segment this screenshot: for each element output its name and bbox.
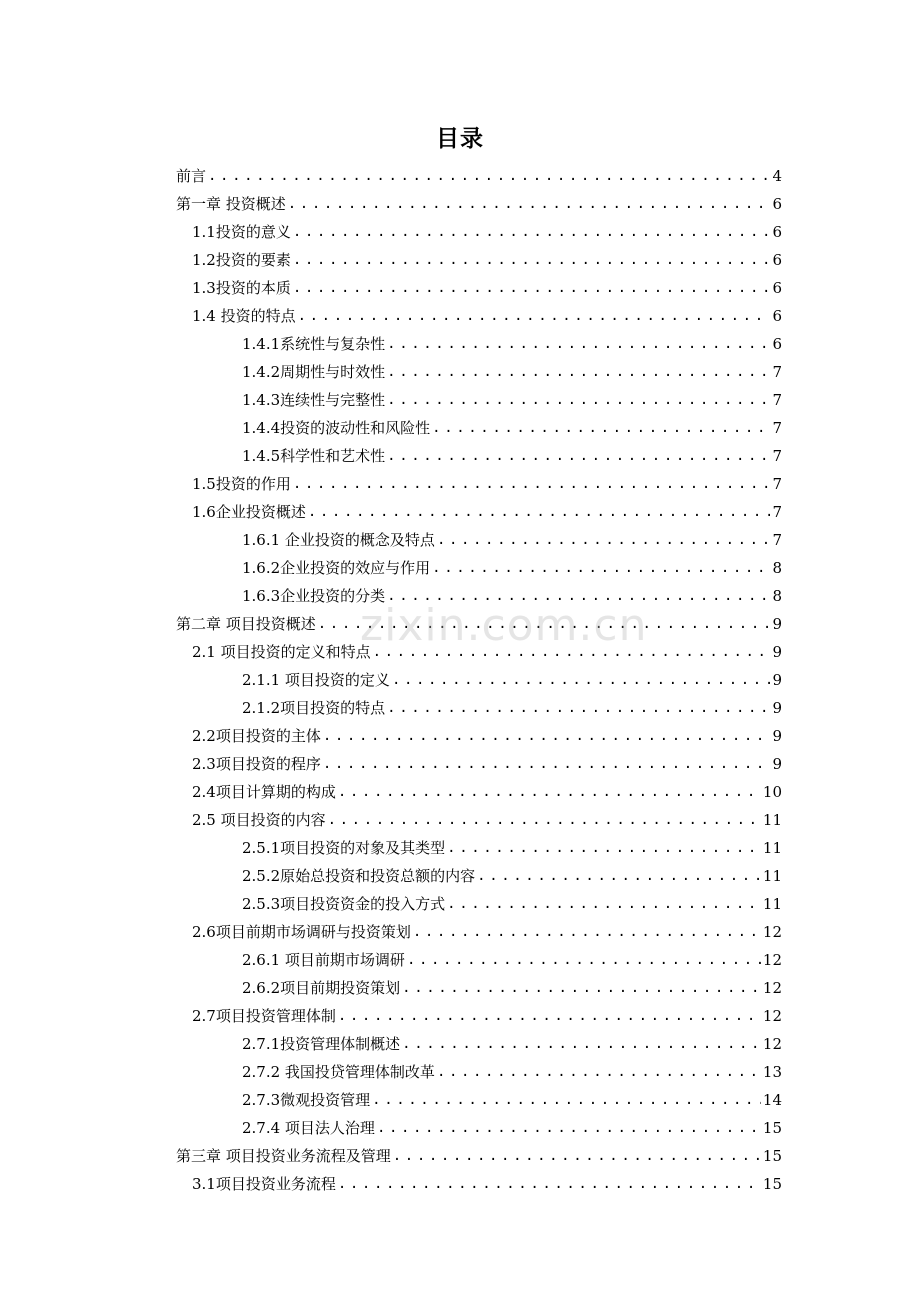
toc-entry-label: 1.5投资的作用 — [192, 475, 291, 493]
toc-entry-page-number: 11 — [762, 811, 782, 829]
toc-entry-label: 1.3投资的本质 — [192, 279, 291, 297]
toc-entry[interactable] — [176, 162, 782, 190]
toc-entry[interactable] — [176, 610, 782, 638]
toc-entry-page-number: 9 — [772, 671, 782, 689]
toc-leader-dots — [323, 750, 771, 778]
toc-entry[interactable] — [176, 890, 782, 918]
toc-entry[interactable] — [176, 582, 782, 610]
toc-entry[interactable] — [176, 1086, 782, 1114]
toc-entry-label: 1.6企业投资概述 — [192, 503, 306, 521]
toc-entry-label: 2.3项目投资的程序 — [192, 755, 321, 773]
toc-leader-dots — [293, 246, 771, 274]
toc-entry-label: 2.7.2 我国投贷管理体制改革 — [242, 1063, 435, 1081]
toc-leader-dots — [402, 974, 761, 1002]
toc-list — [176, 162, 782, 1198]
toc-leader-dots — [328, 806, 761, 834]
toc-leader-dots — [387, 386, 770, 414]
toc-entry-label: 2.5.2原始总投资和投资总额的内容 — [242, 867, 476, 885]
toc-entry[interactable] — [176, 1002, 782, 1030]
toc-entry-label: 2.4项目计算期的构成 — [192, 783, 336, 801]
toc-entry-label: 1.1投资的意义 — [192, 223, 291, 241]
toc-entry-label: 2.5 项目投资的内容 — [192, 811, 326, 829]
toc-entry-label: 前言 — [176, 167, 207, 185]
toc-entry-label: 2.1.2项目投资的特点 — [242, 699, 386, 717]
toc-entry[interactable] — [176, 638, 782, 666]
toc-entry-label: 2.7.3微观投资管理 — [242, 1091, 371, 1109]
toc-entry-page-number: 11 — [762, 895, 782, 913]
toc-leader-dots — [387, 330, 770, 358]
toc-entry-page-number: 7 — [772, 475, 782, 493]
toc-leader-dots — [437, 1058, 761, 1086]
toc-leader-dots — [387, 442, 770, 470]
toc-entry[interactable] — [176, 274, 782, 302]
toc-entry-label: 1.4 投资的特点 — [192, 307, 296, 325]
toc-entry[interactable] — [176, 246, 782, 274]
toc-leader-dots — [323, 722, 771, 750]
toc-entry[interactable] — [176, 302, 782, 330]
toc-entry[interactable] — [176, 190, 782, 218]
toc-entry-label: 2.6项目前期市场调研与投资策划 — [192, 923, 411, 941]
toc-leader-dots — [447, 890, 761, 918]
toc-entry-page-number: 6 — [772, 223, 782, 241]
toc-leader-dots — [393, 1142, 761, 1170]
toc-entry-page-number: 8 — [772, 559, 782, 577]
toc-leader-dots — [437, 526, 771, 554]
toc-entry-label: 1.6.2企业投资的效应与作用 — [242, 559, 431, 577]
toc-entry-page-number: 4 — [772, 167, 782, 185]
toc-entry[interactable] — [176, 470, 782, 498]
toc-entry-page-number: 11 — [762, 867, 782, 885]
toc-leader-dots — [208, 162, 770, 190]
toc-leader-dots — [402, 1030, 761, 1058]
toc-entry-page-number: 9 — [772, 615, 782, 633]
toc-entry-page-number: 6 — [772, 251, 782, 269]
toc-entry[interactable] — [176, 1142, 782, 1170]
toc-entry-label: 2.5.3项目投资资金的投入方式 — [242, 895, 446, 913]
toc-entry-label: 2.6.2项目前期投资策划 — [242, 979, 401, 997]
toc-entry-page-number: 7 — [772, 363, 782, 381]
toc-entry-page-number: 6 — [772, 307, 782, 325]
toc-entry-page-number: 9 — [772, 643, 782, 661]
toc-entry-label: 2.5.1项目投资的对象及其类型 — [242, 839, 446, 857]
toc-entry-label: 3.1项目投资业务流程 — [192, 1175, 336, 1193]
toc-entry-label: 1.6.3企业投资的分类 — [242, 587, 386, 605]
toc-entry[interactable] — [176, 414, 782, 442]
toc-entry[interactable] — [176, 834, 782, 862]
toc-entry-label: 2.7.1投资管理体制概述 — [242, 1035, 401, 1053]
toc-leader-dots — [298, 302, 771, 330]
toc-entry[interactable] — [176, 694, 782, 722]
toc-entry-page-number: 6 — [772, 335, 782, 353]
toc-entry-label: 1.4.2周期性与时效性 — [242, 363, 386, 381]
toc-entry-label: 1.4.5科学性和艺术性 — [242, 447, 386, 465]
toc-entry-label: 2.1.1 项目投资的定义 — [242, 671, 390, 689]
toc-entry-label: 1.4.4投资的波动性和风险性 — [242, 419, 431, 437]
toc-entry-page-number: 12 — [762, 923, 782, 941]
watermark: zixin.com.cn — [360, 600, 648, 651]
toc-entry[interactable] — [176, 1170, 782, 1198]
toc-entry-label: 2.7.4 项目法人治理 — [242, 1119, 375, 1137]
toc-leader-dots — [413, 918, 761, 946]
toc-entry[interactable] — [176, 974, 782, 1002]
toc-entry[interactable] — [176, 218, 782, 246]
toc-entry[interactable] — [176, 442, 782, 470]
toc-entry-page-number: 12 — [762, 979, 782, 997]
toc-leader-dots — [387, 582, 770, 610]
toc-entry[interactable] — [176, 946, 782, 974]
toc-entry-page-number: 7 — [772, 531, 782, 549]
toc-entry[interactable] — [176, 778, 782, 806]
toc-title: 目录 — [436, 126, 484, 152]
toc-entry-page-number: 6 — [772, 279, 782, 297]
toc-entry-page-number: 7 — [772, 503, 782, 521]
toc-leader-dots — [293, 274, 771, 302]
toc-leader-dots — [447, 834, 761, 862]
toc-leader-dots — [338, 1002, 761, 1030]
toc-entry[interactable] — [176, 806, 782, 834]
toc-entry[interactable] — [176, 386, 782, 414]
toc-entry[interactable] — [176, 554, 782, 582]
toc-leader-dots — [387, 694, 770, 722]
toc-entry-page-number: 9 — [772, 727, 782, 745]
toc-entry-label: 1.6.1 企业投资的概念及特点 — [242, 531, 435, 549]
toc-entry[interactable] — [176, 918, 782, 946]
toc-leader-dots — [338, 1170, 761, 1198]
toc-entry-page-number: 10 — [762, 783, 782, 801]
toc-entry-label: 第二章 项目投资概述 — [176, 615, 316, 633]
toc-entry-label: 2.2项目投资的主体 — [192, 727, 321, 745]
toc-entry-label: 第一章 投资概述 — [176, 195, 286, 213]
toc-entry-page-number: 12 — [762, 1035, 782, 1053]
toc-entry-page-number: 15 — [762, 1175, 782, 1193]
toc-entry-page-number: 7 — [772, 391, 782, 409]
toc-entry[interactable] — [176, 1114, 782, 1142]
toc-leader-dots — [387, 358, 770, 386]
toc-entry[interactable] — [176, 722, 782, 750]
toc-entry[interactable] — [176, 1030, 782, 1058]
toc-entry-page-number: 9 — [772, 755, 782, 773]
toc-entry[interactable] — [176, 862, 782, 890]
toc-entry-page-number: 11 — [762, 839, 782, 857]
toc-leader-dots — [432, 554, 770, 582]
toc-entry[interactable] — [176, 358, 782, 386]
toc-leader-dots — [407, 946, 761, 974]
toc-leader-dots — [318, 610, 771, 638]
toc-leader-dots — [293, 470, 771, 498]
toc-entry-page-number: 7 — [772, 447, 782, 465]
toc-entry-label: 2.6.1 项目前期市场调研 — [242, 951, 405, 969]
toc-entry-label: 1.4.3连续性与完整性 — [242, 391, 386, 409]
toc-entry[interactable] — [176, 526, 782, 554]
toc-leader-dots — [372, 1086, 761, 1114]
toc-entry-page-number: 14 — [762, 1091, 782, 1109]
toc-entry-page-number: 12 — [762, 1007, 782, 1025]
toc-entry[interactable] — [176, 750, 782, 778]
toc-leader-dots — [338, 778, 761, 806]
toc-entry-page-number: 8 — [772, 587, 782, 605]
toc-leader-dots — [432, 414, 770, 442]
toc-entry-page-number: 6 — [772, 195, 782, 213]
toc-leader-dots — [477, 862, 761, 890]
toc-entry-label: 2.1 项目投资的定义和特点 — [192, 643, 371, 661]
toc-entry[interactable] — [176, 330, 782, 358]
toc-entry-page-number: 7 — [772, 419, 782, 437]
toc-leader-dots — [373, 638, 771, 666]
toc-leader-dots — [377, 1114, 761, 1142]
toc-leader-dots — [392, 666, 771, 694]
toc-entry-label: 2.7项目投资管理体制 — [192, 1007, 336, 1025]
toc-entry[interactable] — [176, 666, 782, 694]
toc-entry-page-number: 12 — [762, 951, 782, 969]
toc-entry[interactable] — [176, 498, 782, 526]
toc-entry[interactable] — [176, 1058, 782, 1086]
toc-entry-page-number: 9 — [772, 699, 782, 717]
toc-entry-page-number: 15 — [762, 1119, 782, 1137]
toc-entry-page-number: 15 — [762, 1147, 782, 1165]
toc-entry-page-number: 13 — [762, 1063, 782, 1081]
toc-entry-label: 1.2投资的要素 — [192, 251, 291, 269]
toc-leader-dots — [308, 498, 771, 526]
toc-leader-dots — [288, 190, 771, 218]
toc-leader-dots — [293, 218, 771, 246]
toc-entry-label: 1.4.1系统性与复杂性 — [242, 335, 386, 353]
toc-entry-label: 第三章 项目投资业务流程及管理 — [176, 1147, 391, 1165]
